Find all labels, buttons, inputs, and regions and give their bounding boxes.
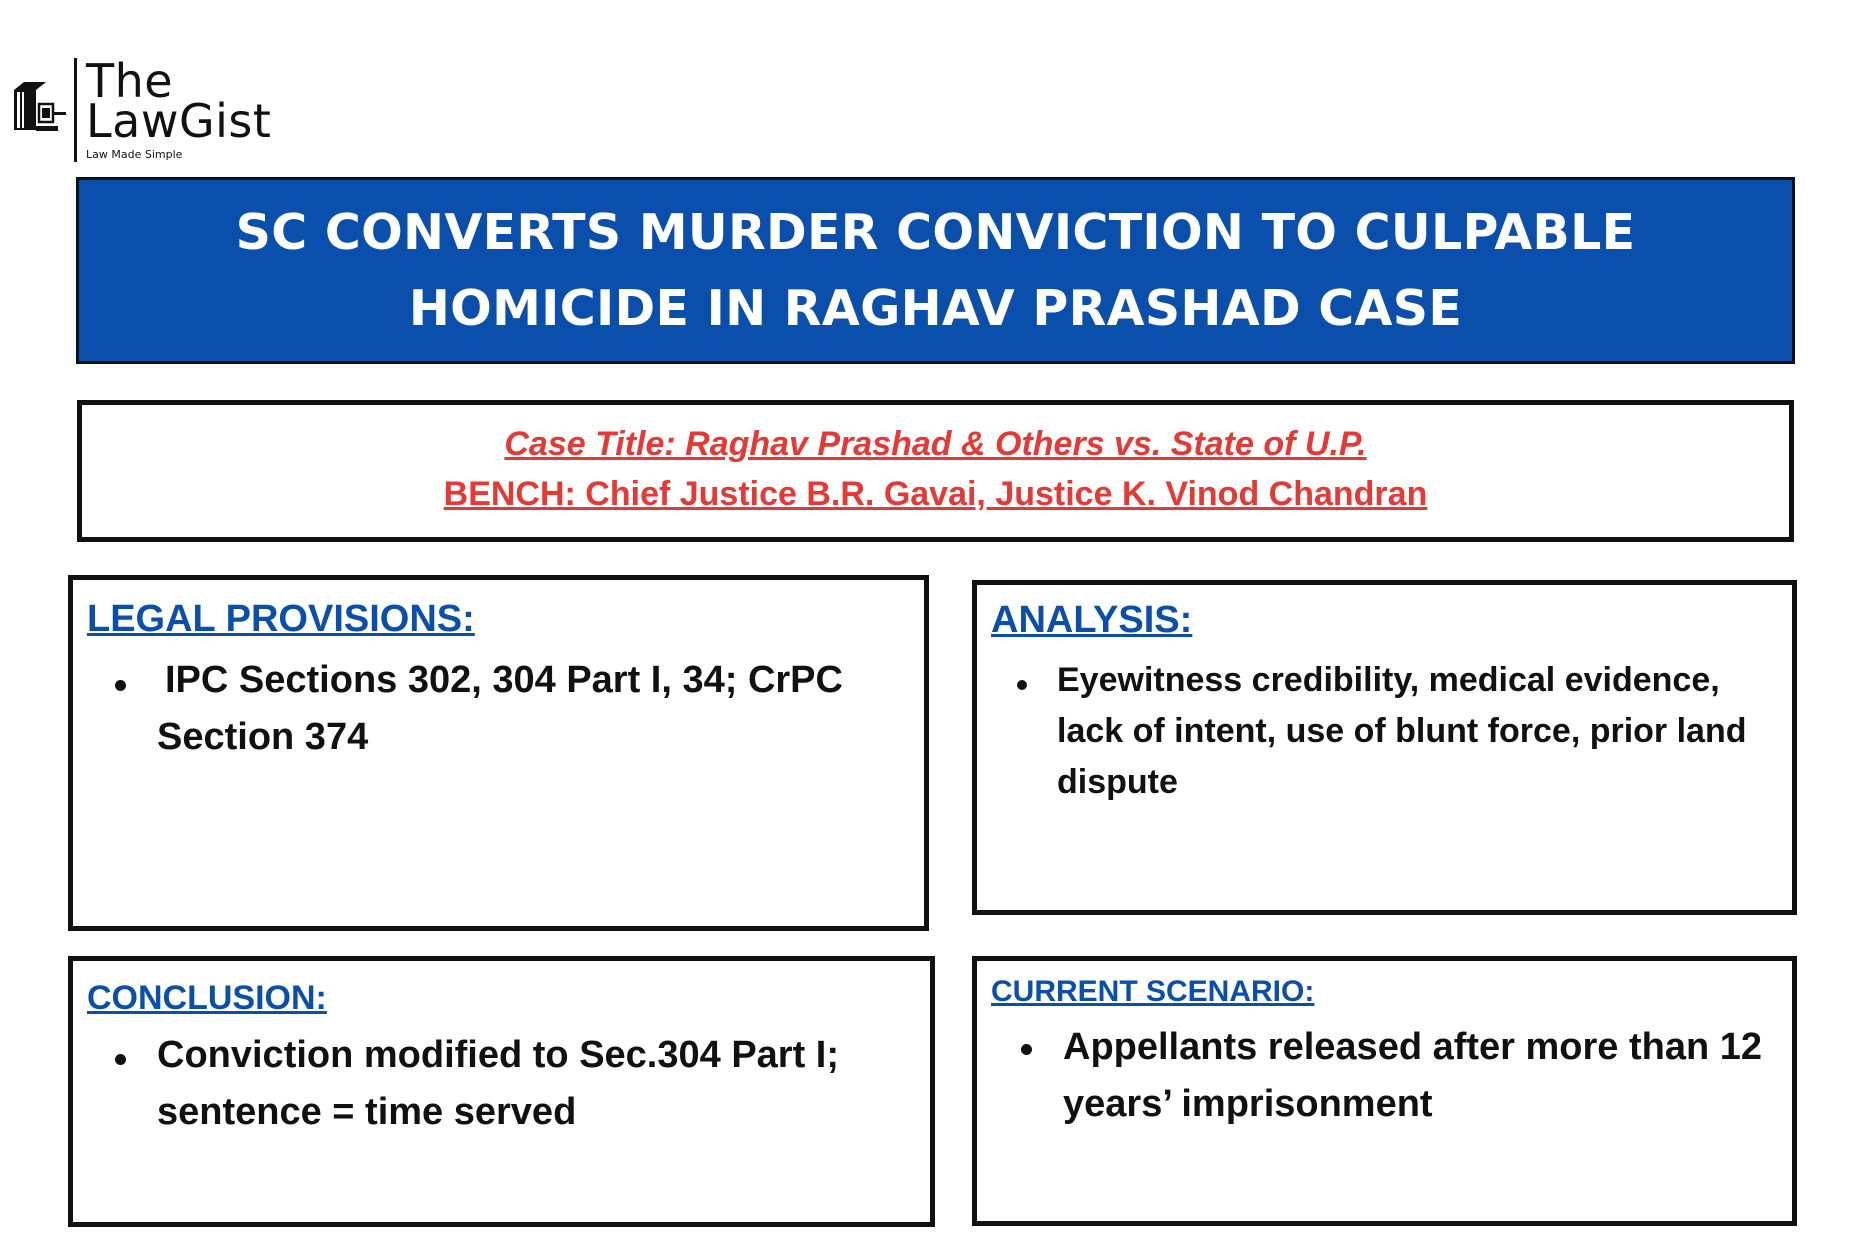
current-scenario-box	[972, 956, 1797, 1226]
headline-title: SC CONVERTS MURDER CONVICTION TO CULPABLE HOMICIDE IN RAGHAV PRASHAD CASE	[235, 203, 1636, 337]
logo-divider	[74, 58, 77, 162]
bullet-dot	[115, 1054, 126, 1065]
legal-provisions-bullet: IPC Sections 302, 304 Part I, 34; CrPC Section 374	[157, 659, 843, 758]
conclusion-bullet: Conviction modified to Sec.304 Part I; sentence = time served	[157, 1034, 840, 1133]
current-scenario-bullet: Appellants released after more than 12 years’ imprisonment	[1063, 1026, 1763, 1125]
logo-text-lawgist: LawGist	[86, 94, 272, 148]
analysis-box	[972, 580, 1797, 915]
case-title: Case Title: Raghav Prashad & Others vs. State of U.P.	[504, 425, 1367, 463]
gavel-book-icon	[12, 82, 68, 134]
lawgist-logo	[12, 54, 282, 163]
legal-provisions-box	[68, 575, 929, 931]
case-info-box	[77, 400, 1794, 542]
bullet-dot	[1017, 680, 1027, 690]
conclusion-box	[68, 956, 935, 1227]
bullet-dot	[1021, 1044, 1032, 1055]
bullet-dot	[115, 680, 126, 691]
analysis-bullet: Eyewitness credibility, medical evidence, lack of intent, use of blunt force, prior land dispute	[1057, 661, 1747, 801]
current-scenario-heading: CURRENT SCENARIO:	[991, 975, 1315, 1008]
case-bench: BENCH: Chief Justice B.R. Gavai, Justice K. Vinod Chandran	[443, 475, 1428, 513]
conclusion-heading: CONCLUSION:	[87, 979, 327, 1017]
logo-tagline: Law Made Simple	[86, 148, 183, 161]
headline-banner	[76, 177, 1795, 364]
logo-text-the: The	[86, 54, 174, 108]
analysis-heading: ANALYSIS:	[991, 599, 1193, 641]
legal-provisions-heading: LEGAL PROVISIONS:	[87, 598, 475, 640]
